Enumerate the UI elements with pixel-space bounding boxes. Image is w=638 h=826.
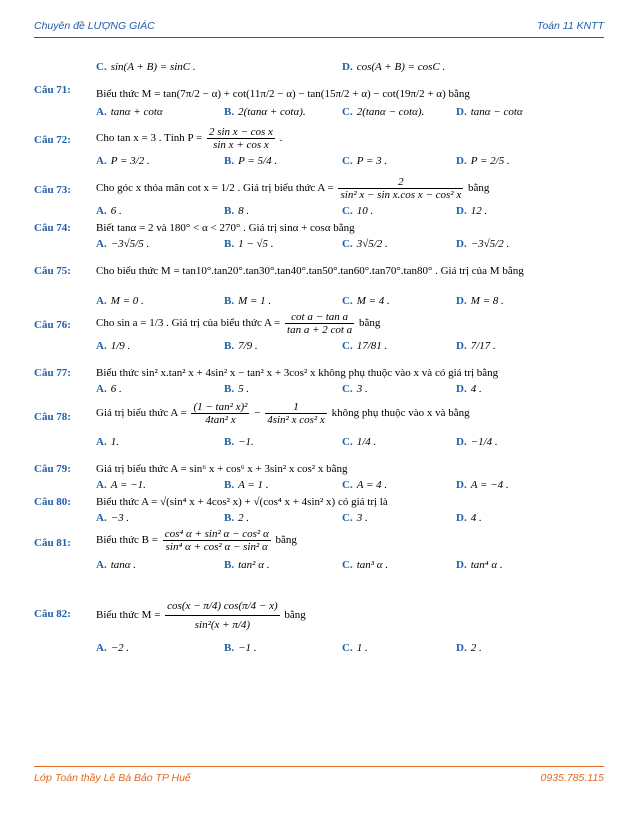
option-d: D. cos(A + B) = cosC . bbox=[342, 61, 446, 73]
option-c: C. 2(tanα − cotα). bbox=[342, 106, 425, 118]
question-label: Câu 81: bbox=[34, 537, 71, 549]
option-a: A. 1. bbox=[96, 436, 119, 448]
option-c: C. tan³ α . bbox=[342, 559, 389, 571]
option-c: C. sin(A + B) = sinC . bbox=[96, 61, 196, 73]
fraction: $\frac{\text{cos⁴ α + sin² α − cos² α}}{\text{sin⁴ α + cos² α − sin² α}}$ bbox=[164, 528, 269, 553]
question-82-options bbox=[96, 641, 604, 662]
question-81-options bbox=[96, 558, 604, 583]
option-c: C. 1 . bbox=[342, 642, 368, 654]
option-b: B. tan² α . bbox=[224, 559, 270, 571]
option-a: A. A = −1. bbox=[96, 479, 146, 491]
page-footer bbox=[34, 772, 604, 786]
option-d: D. −1/4 . bbox=[456, 436, 498, 448]
header-rule bbox=[34, 37, 604, 38]
question-stem: Cho góc x thỏa mãn cot x = 1/2 . Giá trị biểu thức A = bbox=[96, 182, 337, 195]
page-header bbox=[34, 20, 604, 36]
option-c: C. 17/81 . bbox=[342, 340, 388, 352]
fraction: $\frac{\text{cot a − tan a}}{\text{tan a + 2 cot a}}$ bbox=[287, 311, 353, 336]
question-74-options bbox=[96, 237, 604, 264]
fraction: $\frac{\text{(1 − tan² x)²}}{\text{4tan² x}}$ bbox=[193, 401, 248, 426]
question-stem: Biểu thức M = tan(7π/2 − α) + cot(11π/2 − α) − tan(15π/2 + α) − cot(19π/2 + α) bằng bbox=[96, 88, 470, 100]
question-82: Câu 82: Biểu thức M = $\frac{\cos(x - \pi/4) \cos(\pi/4 - x)}{\text{sin²(x + π/4)}}$ bằng bbox=[34, 583, 604, 641]
question-76-options bbox=[96, 339, 604, 366]
option-b: B. 5 . bbox=[224, 383, 250, 395]
question-label: Câu 74: bbox=[34, 222, 71, 234]
question-label: Câu 75: bbox=[34, 265, 71, 277]
option-d: D. 4 . bbox=[456, 512, 482, 524]
option-a: A. −3 . bbox=[96, 512, 130, 524]
question-stem: Cho biểu thức M = tan10°.tan20°.tan30°.tan40°.tan50°.tan60°.tan70°.tan80° . Giá trị của M bằng bbox=[96, 265, 524, 277]
option-c: C. 10 . bbox=[342, 205, 374, 217]
question-76: Câu 76: Cho sin a = 1/3 . Giá trị của biểu thức A = $\frac{\text{cot a − tan a}}{\text{tan a + 2 cot a}}$ bằng bbox=[34, 311, 381, 336]
fraction: $\frac{\cos(x - \pi/4) \cos(\pi/4 - x)}{\text{sin²(x + π/4)}}$ bbox=[165, 597, 279, 634]
option-a: A. tanα + cotα bbox=[96, 106, 163, 118]
option-a: A. 6 . bbox=[96, 383, 122, 395]
option-a: A. P = 3/2 . bbox=[96, 155, 150, 167]
header-topic: Chuyên đề LƯỢNG GIÁC bbox=[34, 20, 155, 32]
question-78-options bbox=[96, 435, 604, 462]
option-d: D. 12 . bbox=[456, 205, 488, 217]
question-72-options bbox=[96, 154, 604, 176]
question-stem: Biểu thức sin² x.tan² x + 4sin² x − tan² x + 3cos² x không phụ thuộc vào x và có giá trị bằng bbox=[96, 367, 499, 379]
option-b: B. 8 . bbox=[224, 205, 250, 217]
question-label: Câu 78: bbox=[34, 411, 71, 423]
option-a: A. −2 . bbox=[96, 642, 130, 654]
question-80 bbox=[34, 495, 604, 511]
option-b: B. 2(tanα + cotα). bbox=[224, 106, 306, 118]
option-b: B. 1 − √5 . bbox=[224, 238, 274, 250]
question-71 bbox=[34, 83, 604, 105]
question-label: Câu 76: bbox=[34, 319, 71, 331]
header-course: Toán 11 KNTT bbox=[536, 20, 604, 32]
option-d: D. M = 8 . bbox=[456, 295, 504, 307]
question-label: Câu 73: bbox=[34, 184, 71, 196]
option-b: B. M = 1 . bbox=[224, 295, 272, 307]
option-b: B. A = 1 . bbox=[224, 479, 269, 491]
question-stem: Biết tanα = 2 và 180° < α < 270° . Giá trị sinα + cosα bằng bbox=[96, 222, 355, 234]
option-c: C. 3 . bbox=[342, 512, 368, 524]
fraction: $\frac{2}{\text{sin² x − sin x.cos x − cos² x}}$ bbox=[340, 176, 462, 201]
question-75-options bbox=[96, 294, 604, 311]
question-label: Câu 77: bbox=[34, 367, 71, 379]
option-b: B. −1 . bbox=[224, 642, 257, 654]
question-71-options bbox=[96, 105, 604, 122]
question-stem: Biểu thức M = bbox=[96, 609, 164, 622]
option-b: B. P = 5/4 . bbox=[224, 155, 278, 167]
question-79 bbox=[34, 462, 604, 478]
option-d: D. P = 2/5 . bbox=[456, 155, 510, 167]
footer-teacher: Lớp Toán thầy Lê Bá Bảo TP Huế bbox=[34, 772, 191, 784]
footer-phone: 0935.785.115 bbox=[540, 772, 604, 784]
option-d: D. tan⁴ α . bbox=[456, 559, 503, 571]
option-a: A. 6 . bbox=[96, 205, 122, 217]
option-a: A. −3√5/5 . bbox=[96, 238, 150, 250]
option-c: C. P = 3 . bbox=[342, 155, 388, 167]
question-73-options bbox=[96, 204, 604, 221]
question-label: Câu 72: bbox=[34, 134, 71, 146]
option-d: D. 7/17 . bbox=[456, 340, 496, 352]
question-label: Câu 82: bbox=[34, 608, 71, 620]
question-80-options bbox=[96, 511, 604, 528]
question-stem: Cho tan x = 3 . Tính P = bbox=[96, 132, 205, 145]
question-label: Câu 71: bbox=[34, 84, 71, 96]
fraction: $\frac{\text{2 sin x − cos x}}{\text{sin x + cos x}}$ bbox=[208, 126, 273, 151]
option-d: D. A = −4 . bbox=[456, 479, 509, 491]
question-stem: Giá trị biểu thức A = sin⁶ x + cos⁶ x + 3sin² x cos² x bằng bbox=[96, 463, 348, 475]
footer-rule bbox=[34, 766, 604, 767]
question-list bbox=[34, 60, 604, 662]
option-a: A. M = 0 . bbox=[96, 295, 144, 307]
prev-question-options bbox=[96, 60, 604, 77]
question-label: Câu 80: bbox=[34, 496, 71, 508]
question-label: Câu 79: bbox=[34, 463, 71, 475]
question-73: Câu 73: Cho góc x thỏa mãn cot x = 1/2 . Giá trị biểu thức A = $\frac{2}{\text{sin² x − sin x.cos x − cos² x}}$ bằng bbox=[34, 176, 490, 201]
option-b: B. −1. bbox=[224, 436, 254, 448]
option-a: A. tanα . bbox=[96, 559, 137, 571]
question-79-options bbox=[96, 478, 604, 495]
option-d: D. −3√5/2 . bbox=[456, 238, 510, 250]
question-77 bbox=[34, 366, 604, 382]
question-stem: Biểu thức A = √(sin⁴ x + 4cos² x) + √(cos⁴ x + 4sin² x) có giá trị là bbox=[96, 496, 388, 508]
question-75 bbox=[34, 264, 604, 294]
question-stem: Biểu thức B = bbox=[96, 534, 161, 547]
option-d: D. 2 . bbox=[456, 642, 482, 654]
option-b: B. 2 . bbox=[224, 512, 250, 524]
option-a: A. 1/9 . bbox=[96, 340, 131, 352]
fraction: $\frac{1}{\text{4sin² x cos² x}}$ bbox=[267, 401, 325, 426]
question-77-options bbox=[96, 382, 604, 399]
option-d: D. 4 . bbox=[456, 383, 482, 395]
option-c: C. A = 4 . bbox=[342, 479, 388, 491]
question-stem: Giá trị biểu thức A = bbox=[96, 407, 190, 420]
option-c: C. 3 . bbox=[342, 383, 368, 395]
question-81: Câu 81: Biểu thức B = $\frac{\text{cos⁴ α + sin² α − cos² α}}{\text{sin⁴ α + cos² α − sin² α}}$ bằng bbox=[34, 528, 297, 553]
question-74 bbox=[34, 221, 604, 237]
option-b: B. 7/9 . bbox=[224, 340, 258, 352]
option-c: C. 1/4 . bbox=[342, 436, 377, 448]
option-c: C. M = 4 . bbox=[342, 295, 390, 307]
question-72: Câu 72: Cho tan x = 3 . Tính P = $\frac{\text{2 sin x − cos x}}{\text{sin x + cos x}}$ . bbox=[34, 126, 283, 151]
option-d: D. tanα − cotα bbox=[456, 106, 523, 118]
question-stem: Cho sin a = 1/3 . Giá trị của biểu thức A = bbox=[96, 317, 284, 330]
option-c: C. 3√5/2 . bbox=[342, 238, 388, 250]
question-78: Câu 78: Giá trị biểu thức A = $\frac{\text{(1 − tan² x)²}}{\text{4tan² x}}$ − $\frac{1}{\text{4sin² x cos² x}}$ không phụ thuộc vào x và bằng bbox=[34, 401, 470, 426]
